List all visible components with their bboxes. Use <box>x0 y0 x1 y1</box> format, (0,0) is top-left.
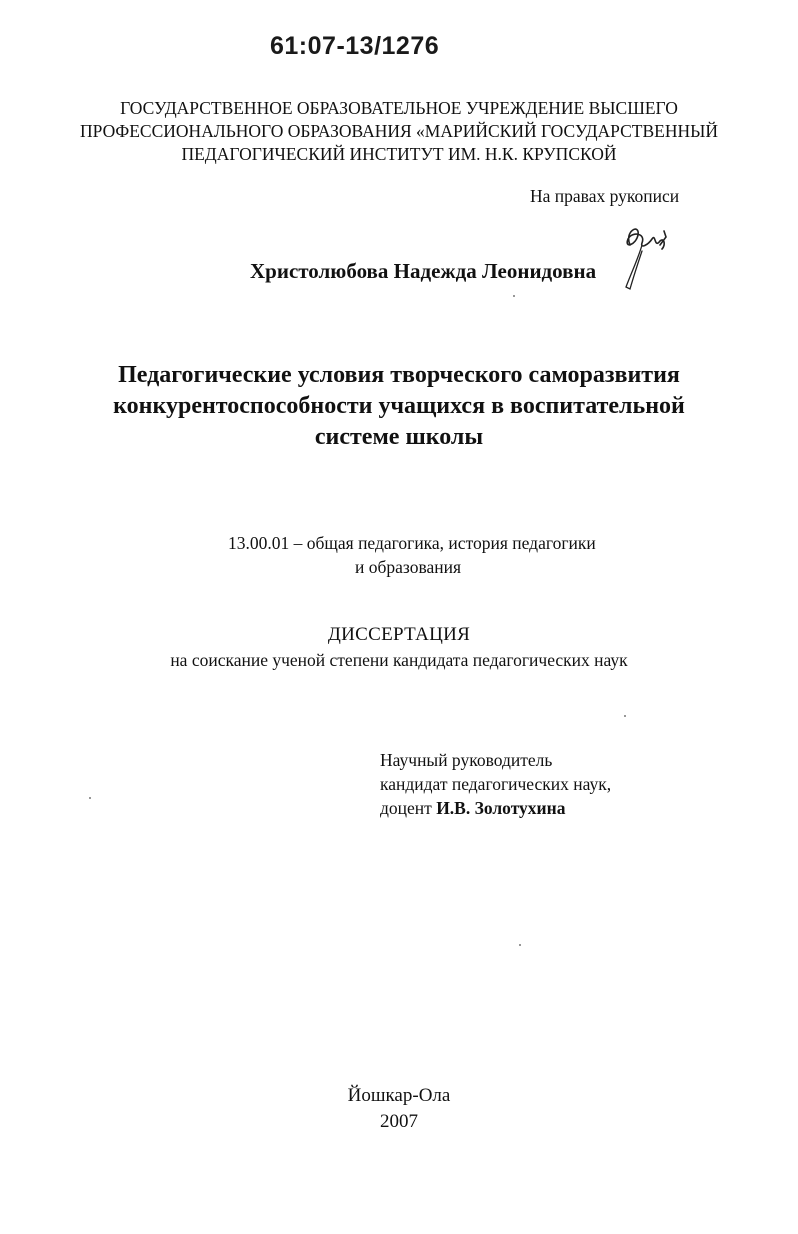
supervisor-position: доцент <box>380 798 432 818</box>
handwritten-signature <box>616 215 680 295</box>
degree-sought: на соискание ученой степени кандидата педагогических наук <box>170 650 628 670</box>
title-line-2: конкурентоспособности учащихся в воспитательной <box>113 393 685 419</box>
scan-speck <box>519 944 521 946</box>
rights-note: На правах рукописи <box>530 186 680 206</box>
imprint <box>60 1083 738 1135</box>
title-line-3: системе школы <box>314 424 484 450</box>
specialty-line-2: и образования <box>355 557 462 577</box>
supervisor-role: Научный руководитель <box>380 750 553 770</box>
city: Йошкар-Ола <box>347 1085 451 1106</box>
catalog-number: 61:07-13/1276 <box>270 32 440 60</box>
institution-header <box>60 97 738 166</box>
document-type: ДИССЕРТАЦИЯ <box>327 624 471 645</box>
year: 2007 <box>380 1111 418 1132</box>
scan-speck <box>624 715 626 717</box>
dissertation-title <box>60 360 738 453</box>
specialty-line-1: 13.00.01 – общая педагогика, история педагогики <box>228 533 596 553</box>
scan-speck <box>89 797 91 799</box>
institution-line-1: ГОСУДАРСТВЕННОЕ ОБРАЗОВАТЕЛЬНОЕ УЧРЕЖДЕНИЕ ВЫСШЕГО <box>120 98 678 118</box>
supervisor-line <box>380 796 611 820</box>
author-name: Христолюбова Надежда Леонидовна <box>250 259 597 283</box>
title-line-1: Педагогические условия творческого саморазвития <box>118 362 680 388</box>
institution-line-2: ПРОФЕССИОНАЛЬНОГО ОБРАЗОВАНИЯ «МАРИЙСКИЙ ГОСУДАРСТВЕННЫЙ <box>79 121 719 141</box>
supervisor-degree: кандидат педагогических наук, <box>380 774 612 794</box>
specialty-code <box>228 531 596 579</box>
supervisor-name: И.В. Золотухина <box>436 798 566 818</box>
institution-line-3: ПЕДАГОГИЧЕСКИЙ ИНСТИТУТ ИМ. Н.К. КРУПСКОЙ <box>181 144 617 164</box>
supervisor-block <box>380 748 611 820</box>
scan-speck <box>513 295 515 297</box>
